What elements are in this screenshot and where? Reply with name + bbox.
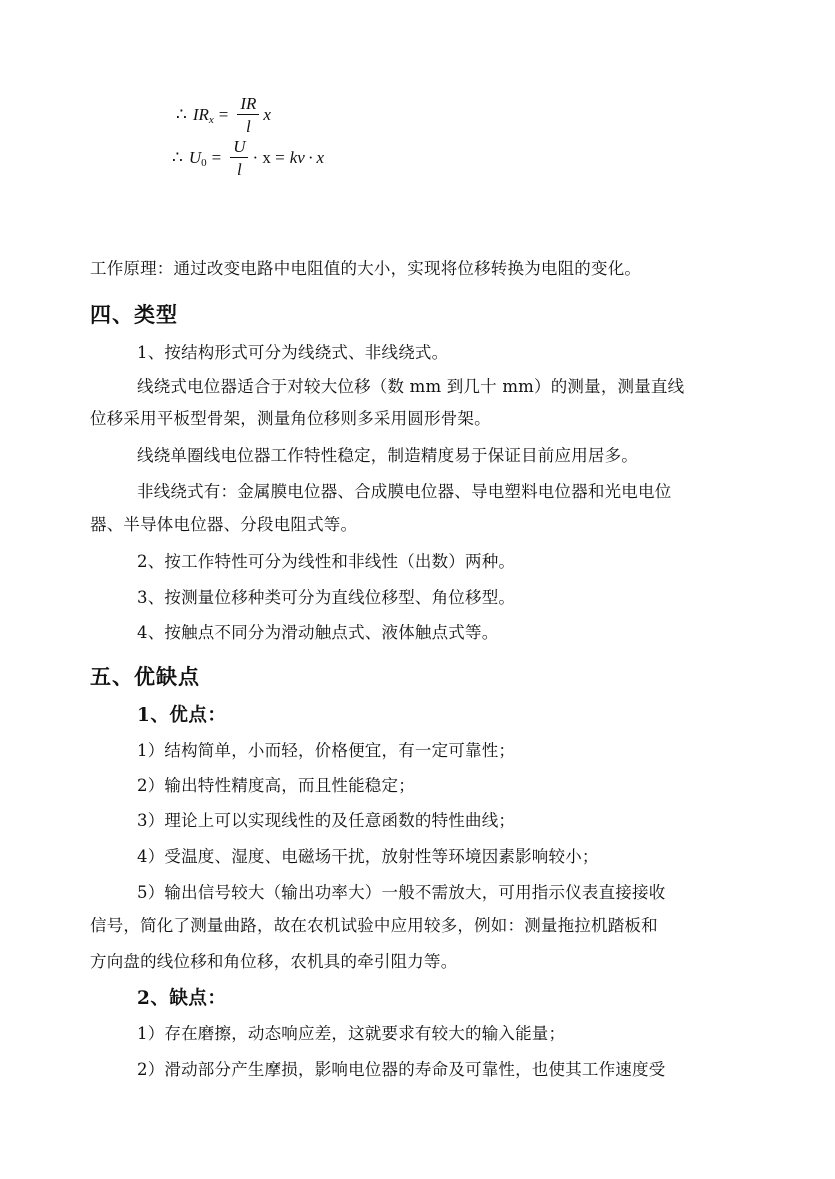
section-4-line: 线绕式电位器适合于对较大位移（数 mm 到几十 mm）的测量，测量直线 [137,377,685,396]
formula-1-fraction [237,95,259,135]
formula-2-fraction [230,138,248,178]
pros-item: 2）输出特性精度高，而且性能稳定； [137,776,415,795]
section-4-title: 四、类型 [90,302,178,327]
cons-title: 2、缺点： [137,988,227,1009]
pros-title: 1、优点： [137,705,227,726]
pros-item: 方向盘的线位移和角位移，农机具的牵引阻力等。 [90,952,458,971]
section-4-line: 1、按结构形式可分为线绕式、非线绕式。 [137,343,449,362]
formula-1-lhs-subscript: x [208,114,214,126]
formula-2-denominator: l [236,160,242,179]
section-4-line: 线绕单圈线电位器工作特性稳定，制造精度易于保证目前应用居多。 [137,446,638,465]
formula-1-lhs-r: R [198,105,209,124]
therefore-symbol: ∴ [172,148,183,167]
formula-2 [172,138,324,178]
formula-2-dot: · [307,148,314,167]
formula-1-equals: = [218,105,229,124]
formula-2-tail: x [316,148,325,167]
section-4-line: 位移采用平板型骨架，测量角位移则多采用圆形骨架。 [90,409,491,428]
section-4-line: 4、按触点不同分为滑动触点式、液体触点式等。 [137,623,499,642]
formula-1-numerator: IR [240,94,257,113]
formula-2-lhs-subscript: 0 [201,157,207,169]
formula-1-denominator: l [246,117,251,136]
pros-item: 1）结构简单，小而轻，价格便宜，有一定可靠性； [137,741,516,760]
pros-item: 5）输出信号较大（输出功率大）一般不需放大，可用指示仪表直接接收 [137,883,666,902]
formula-1-lhs-i: I [192,105,199,124]
formula-2-numerator: U [233,137,246,156]
section-4-line: 非线绕式有：金属膜电位器、合成膜电位器、导电塑料电位器和光电电位 [137,482,672,501]
formula-2-kv: kv [289,148,305,167]
pros-item: 4）受温度、湿度、电磁场干扰，放射性等环境因素影响较小； [137,847,599,866]
cons-item: 1）存在磨擦，动态响应差，这就要求有较大的输入能量； [137,1024,566,1043]
section-4-line: 3、按测量位移种类可分为直线位移型、角位移型。 [137,588,516,607]
cons-item: 2）滑动部分产生摩损，影响电位器的寿命及可靠性，也使其工作速度受 [137,1060,666,1079]
section-4-line: 器、半导体电位器、分段电阻式等。 [90,515,358,534]
therefore-symbol: ∴ [176,105,187,124]
formula-2-middle: · x = [252,148,285,167]
formula-2-lhs-u: U [188,148,202,167]
pros-item: 信号，简化了测量曲路，故在农机试验中应用较多，例如：测量拖拉机踏板和 [90,916,658,935]
section-5-title: 五、优缺点 [90,664,200,689]
formula-1 [176,95,271,135]
formula-2-equals: = [211,148,222,167]
pros-item: 3）理论上可以实现线性的及任意函数的特性曲线； [137,811,516,830]
formula-1-tail: x [263,105,271,124]
working-principle: 工作原理：通过改变电路中电阻值的大小，实现将位移转换为电阻的变化。 [90,259,642,278]
section-4-line: 2、按工作特性可分为线性和非线性（出数）两种。 [137,552,516,571]
